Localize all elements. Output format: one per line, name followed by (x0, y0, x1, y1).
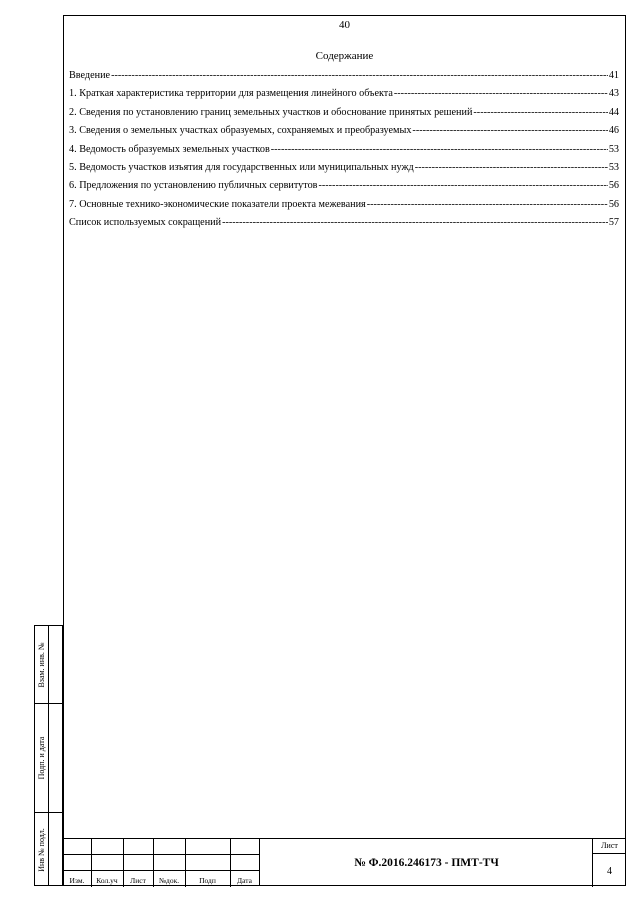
toc-leader (412, 125, 607, 136)
toc-entry[interactable] (69, 144, 619, 162)
side-stamp (34, 625, 63, 886)
toc-title: Содержание (315, 50, 374, 62)
toc-entry-text: 7. Основные технико-экономические показатели проекта межевания (69, 198, 366, 210)
toc-entry[interactable] (69, 180, 619, 198)
side-cell-original-inv (35, 813, 62, 887)
side-label: Инв № подл. (37, 828, 46, 872)
toc-entry-page: 53 (608, 161, 619, 173)
toc-entry-text: Введение (69, 70, 111, 81)
toc-entry-page: 44 (608, 106, 619, 118)
toc-entry[interactable] (69, 70, 619, 88)
page-number: 40 (339, 19, 350, 31)
toc-entry-page: 57 (608, 217, 619, 229)
toc-entry-page: 41 (608, 70, 619, 81)
toc-entry-text: 3. Сведения о земельных участках образуемых, сохраняемых и преобразуемых (69, 125, 412, 137)
title-block-grid (63, 839, 259, 887)
col-label-sheet: Лист (130, 876, 146, 885)
toc-entry-page: 43 (608, 88, 619, 100)
side-cell-sign-date (35, 704, 62, 813)
toc-entry-page: 46 (608, 125, 619, 137)
side-label: Подп. и дата (37, 736, 46, 780)
toc-entry-page: 53 (608, 143, 619, 155)
col-label-count: Кол.уч (96, 876, 118, 885)
toc-entry-text: 4. Ведомость образуемых земельных участков (69, 143, 270, 155)
title-block (63, 838, 626, 886)
toc-entry[interactable] (69, 88, 619, 106)
toc-entry-text: 6. Предложения по установлению публичных сервитутов (69, 180, 318, 192)
toc-entry[interactable] (69, 162, 619, 180)
toc-leader (222, 217, 608, 228)
toc-leader (367, 199, 608, 210)
toc-entry-text: 5. Ведомость участков изъятия для государственных или муниципальных нужд (69, 161, 414, 173)
col-label-change: Изм. (69, 876, 85, 885)
col-label-date: Дата (237, 876, 252, 885)
sheet-box (592, 839, 626, 887)
toc-entry-text: Список используемых сокращений (69, 217, 222, 229)
page-frame (63, 15, 626, 886)
side-label: Взам. инв. № (37, 641, 46, 688)
document-code: № Ф.2016.246173 - ПМТ-ТЧ (259, 839, 593, 886)
toc-entry-text: 1. Краткая характеристика территории для размещения линейного объекта (69, 88, 393, 100)
toc-entry[interactable] (69, 199, 619, 217)
toc-entry[interactable] (69, 217, 619, 235)
toc-leader (394, 88, 608, 99)
sheet-number: 4 (607, 866, 612, 877)
toc-entry-text: 2. Сведения по установлению границ земельных участков и обоснование принятых решений (69, 106, 473, 118)
toc-leader (415, 162, 608, 173)
table-of-contents (69, 70, 619, 236)
sheet-label: Лист (601, 841, 618, 850)
toc-leader (318, 180, 607, 191)
toc-leader (473, 107, 607, 118)
col-label-doc: №док. (158, 876, 180, 885)
toc-leader (271, 144, 608, 155)
toc-entry[interactable] (69, 107, 619, 125)
col-label-sign: Подп (199, 876, 216, 885)
toc-leader (111, 70, 608, 81)
sheet-separator (593, 853, 626, 854)
toc-entry-page: 56 (608, 198, 619, 210)
toc-entry[interactable] (69, 125, 619, 143)
toc-entry-page: 56 (608, 180, 619, 192)
side-cell-replace-inv (35, 626, 62, 704)
